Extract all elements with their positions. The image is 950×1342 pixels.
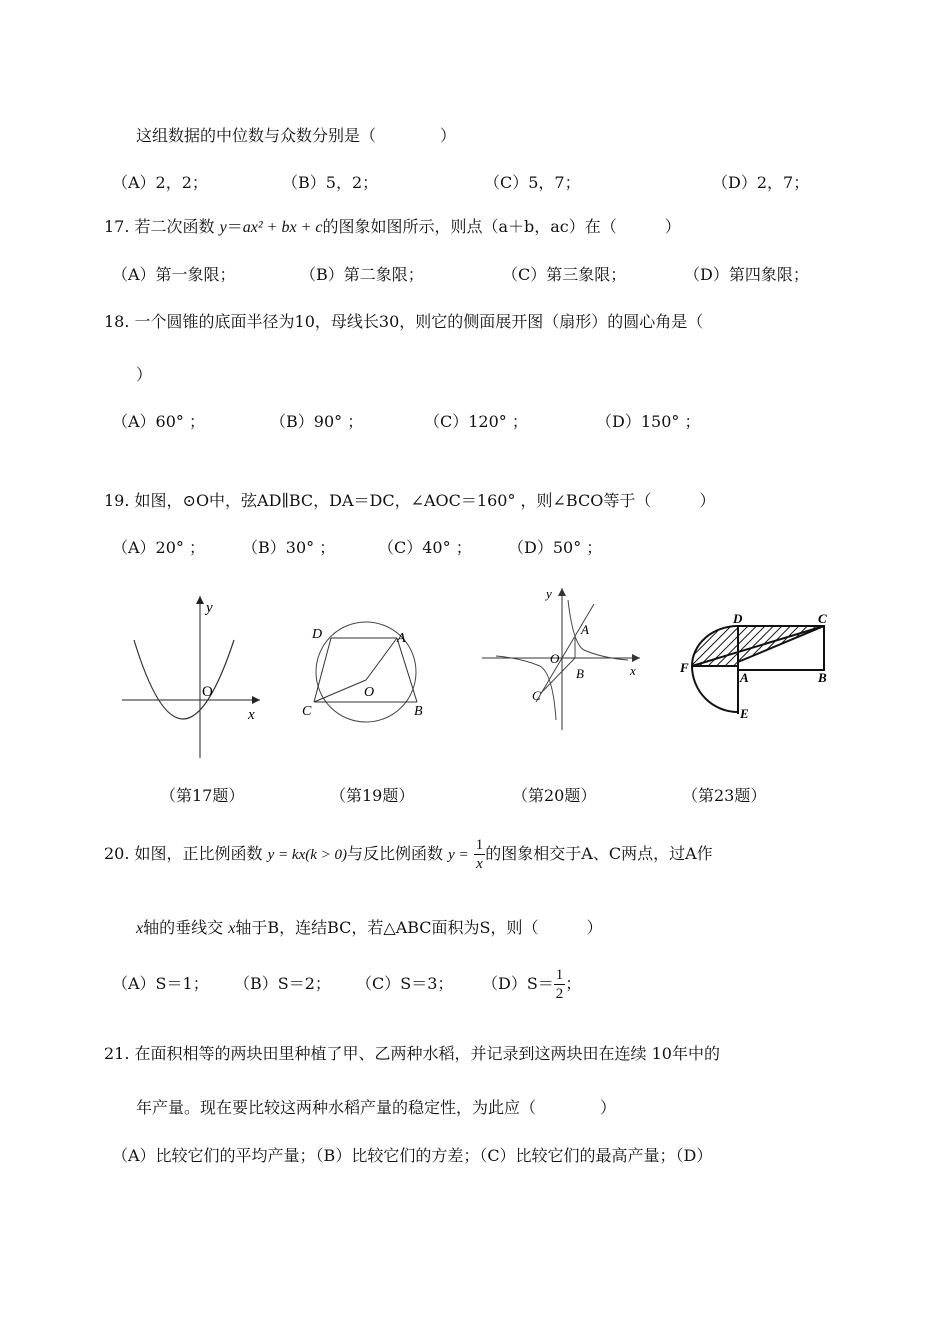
fig23-label-e: E [740,706,749,721]
q16-option-c: （C）5，7； [484,173,581,192]
q20-fraction-denominator: x [476,856,483,872]
q16-option-b: （B）5，2； [282,173,379,192]
q17-option-a: （A）第一象限； [112,265,236,284]
q20-option-b: （B）S＝2； [234,974,331,993]
q20-option-d [482,966,581,1003]
q20-post: 的图象相交于A、C两点，过A作 [485,844,713,863]
q19-option-a: （A）20° ； [112,538,206,557]
q20-stem [104,836,713,873]
fig20-origin-label: O [550,651,560,666]
q17-formula-eq: ＝ [226,217,243,236]
fig23-label-b: B [818,670,827,685]
q20-line2-mid: 轴的垂线交 [143,918,224,937]
q19-option-b: （B）30° ； [242,538,336,557]
figure-23-shaded [676,604,846,724]
q17-option-b: （B）第二象限； [300,265,424,284]
fig19-label-a: A [397,631,406,646]
caption-fig19: （第19题） [330,786,415,805]
q17-option-c: （C）第三象限； [502,265,627,284]
fig19-label-b: B [414,704,423,719]
q17-number: 17. [104,217,130,236]
caption-fig17: （第17题） [160,786,245,805]
fig17-origin-label: O [202,684,213,700]
q20-x-axis-2: x [228,920,236,937]
q17-stem [104,216,681,239]
q20-fraction-numerator: 1 [475,837,484,853]
q19-option-c: （C）40° ； [378,538,472,557]
fig19-label-c: C [302,704,312,719]
q20-option-d-denominator: 2 [555,986,564,1002]
fig23-label-a: A [740,670,749,685]
fig20-label-a: A [581,622,589,637]
q20-stem-cont [136,917,603,940]
q17-post: 的图象如图所示，则点（a＋b，ac）在（ ） [322,217,681,236]
q18-option-b: （B）90° ； [270,412,364,431]
q20-option-c: （C）S＝3； [356,974,454,993]
q16-option-d: （D）2，7； [712,173,810,192]
q20-mid: 与反比例函数 [347,844,444,863]
q19-option-d: （D）50° ； [508,538,603,557]
figure-19-circle [298,618,438,723]
q20-formula-inverse-lhs: y = [448,847,469,863]
fig23-label-d: D [733,611,743,626]
q18-option-a: （A）60° ； [112,412,206,431]
q18-option-c: （C）120° ； [424,412,528,431]
q20-number: 20. [104,844,130,863]
q20-option-d-fraction [554,966,566,1003]
fig20-x-label: x [630,663,636,678]
q21-stem-cont: 年产量。现在要比较这两种水稻产量的稳定性，为此应（ ） [136,1098,617,1117]
fig20-label-c: C [532,688,541,703]
fig20-y-label: y [546,586,552,601]
fig19-label-d: D [312,627,323,642]
q17-formula-y: y [219,219,227,236]
q18-option-d: （D）150° ； [596,412,701,431]
figure-17-parabola [112,588,272,763]
fig23-label-f: F [680,660,689,675]
fig20-label-b: B [576,666,584,681]
q16-stem: 这组数据的中位数与众数分别是（ ） [136,126,457,145]
figure-20-hyperbola [478,582,646,732]
q17-option-d: （D）第四象限； [684,265,809,284]
fig17-y-label: y [206,600,213,616]
q20-option-d-post: ； [565,974,582,993]
fig19-label-o: O [364,685,375,700]
q21-stem: 21. 在面积相等的两块田里种植了甲、乙两种水稻，并记录到这两块田在连续 10年中的 [104,1044,720,1063]
q20-formula-direct: y = kx(k > 0) [267,847,348,863]
fig17-x-label: x [248,707,255,723]
q20-fraction [474,836,486,873]
caption-fig20: （第20题） [512,786,597,805]
q20-line2-post: 轴于B，连结BC，若△ABC面积为S，则（ ） [235,918,603,937]
q19-stem: 19. 如图，⊙O中，弦AD∥BC，DA＝DC，∠AOC＝160° ，则∠BCO等于（ ） [104,491,716,510]
q17-formula: ax² + bx + c [242,219,323,236]
caption-fig23: （第23题） [682,786,767,805]
q20-option-d-numerator: 1 [555,967,564,983]
q18-stem: 18. 一个圆锥的底面半径为10，母线长30，则它的侧面展开图（扇形）的圆心角是（ [104,312,704,331]
q20-option-a: （A）S＝1； [112,974,209,993]
q17-pre: 若二次函数 [134,217,215,236]
q16-option-a: （A）2，2； [112,173,208,192]
fig23-label-c: C [818,611,827,626]
q20-x-axis-1: x [136,920,144,937]
q18-stem-cont: ） [136,365,153,384]
q20-option-d-pre: （D）S＝ [482,974,554,993]
q21-options: （A）比较它们的平均产量；（B）比较它们的方差；（C）比较它们的最高产量；（D） [112,1146,713,1165]
q20-pre: 如图，正比例函数 [134,844,263,863]
